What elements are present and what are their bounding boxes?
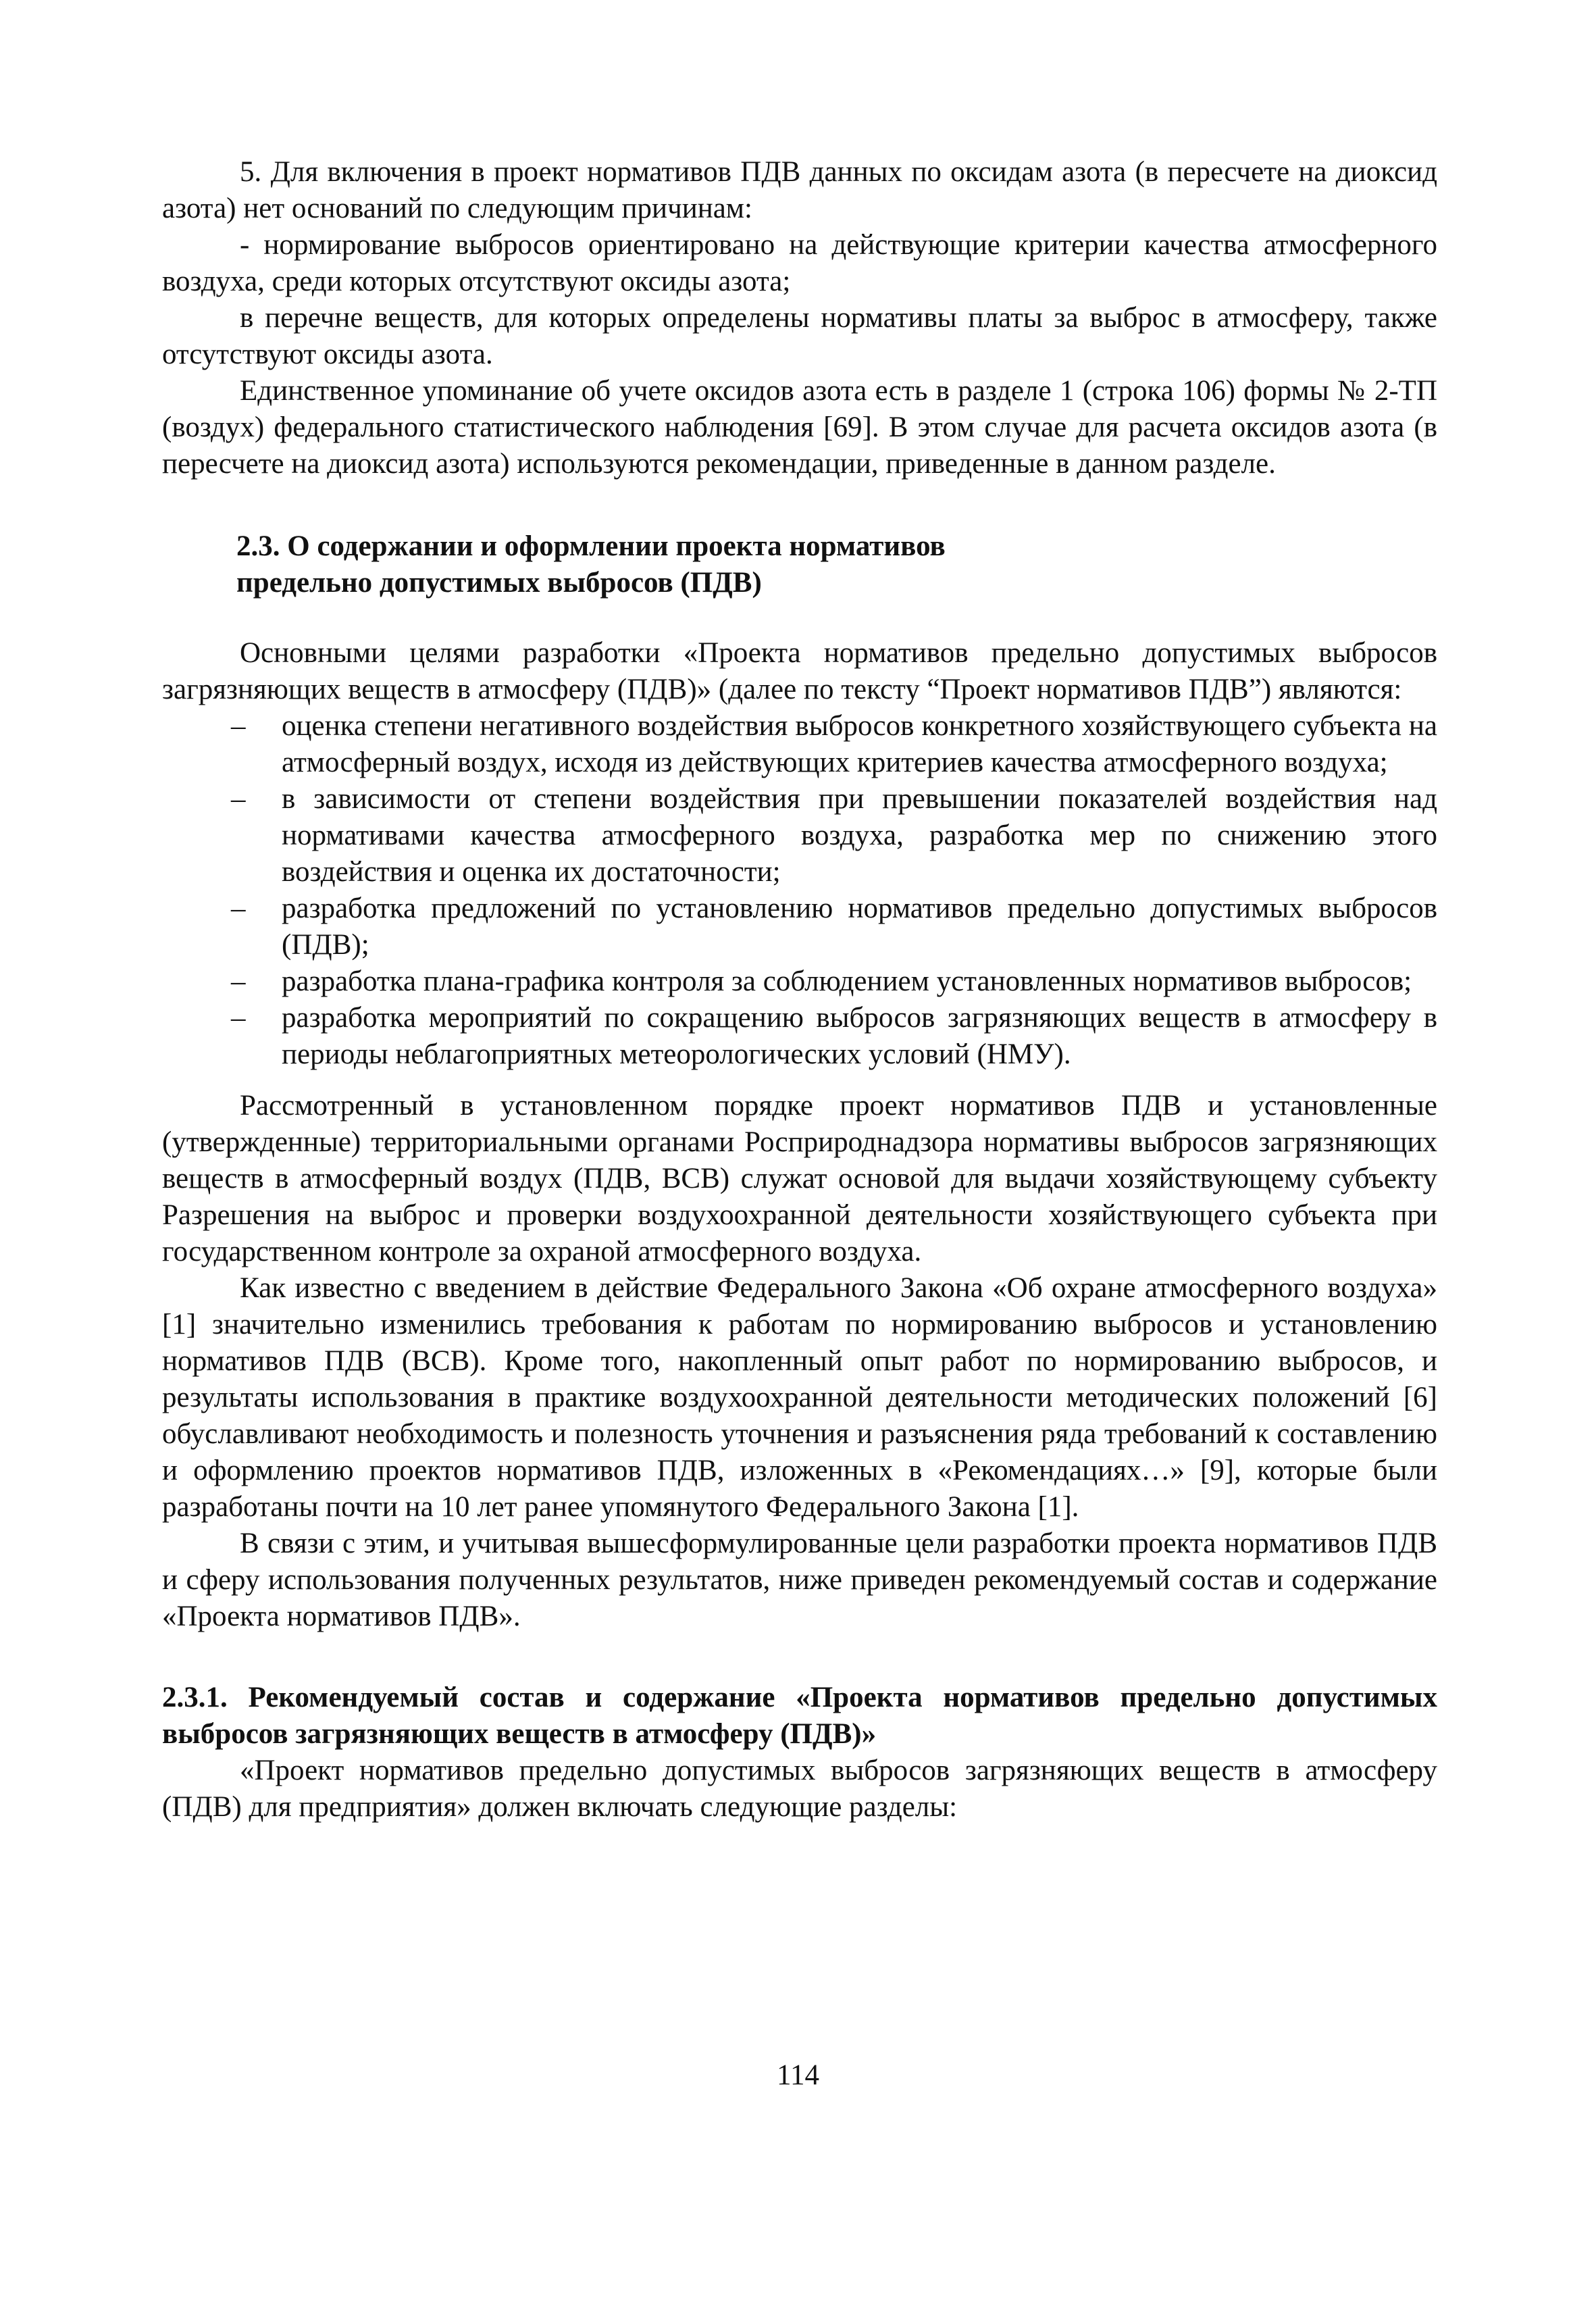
goals-list-item — [162, 781, 1437, 890]
paragraph-recommended-structure: В связи с этим, и учитывая вышесформулированные цели разработки проекта нормативов ПДВ и сферу использования полученных результатов, ниже приведен рекомендуемый состав и содержание «Проекта нормативов ПДВ». — [162, 1528, 1437, 1632]
section-heading-2-3-line2: предельно допустимых выбросов (ПДВ) — [236, 567, 762, 599]
goals-list-item-text: разработка плана-графика контроля за соблюдением установленных нормативов выбросов; — [282, 965, 1412, 997]
dash-marker: – — [231, 1002, 246, 1034]
paragraph-federal-law: Как известно с введением в действие Федерального Закона «Об охране атмосферного воздуха» [1] значительно изменились требования к работам по нормированию выбросов и установлению нормативов ПДВ (ВСВ). Кроме того, накопленный опыт работ по нормированию выбросов, и результаты использования в практике воздухоохранной деятельности методических положений [6] обуславливают необходимость и полезность уточнения и разъяснения ряда требований к составлению и оформлению проектов нормативов ПДВ, изложенных в «Рекомендациях…» [9], которые были разработаны почти на 10 лет ранее упомянутого Федерального Закона [1]. — [162, 1272, 1437, 1523]
goals-list-item-text: разработка мероприятий по сокращению выбросов загрязняющих веществ в атмосферу в периоды неблагоприятных метеорологических условий (НМУ). — [282, 1002, 1437, 1070]
paragraph-project-basis: Рассмотренный в установленном порядке проект нормативов ПДВ и установленные (утвержденные) территориальными органами Росприроднадзора нормативы выбросов загрязняющих веществ в атмосферный воздух (ПДВ, ВСВ) служат основой для выдачи хозяйствующему субъекту Разрешения на выброс и проверки воздухоохранной деятельности хозяйствующего субъекта при государственном контроле за охраной атмосферного воздуха. — [162, 1090, 1437, 1267]
section-heading-2-3 — [162, 528, 1437, 601]
dash-marker: – — [231, 965, 246, 997]
document-page — [162, 154, 1437, 1826]
goals-list-item-text: в зависимости от степени воздействия при превышении показателей воздействия над нормативами качества атмосферного воздуха, разработка мер по снижению этого воздействия и оценка их достаточности; — [282, 783, 1437, 888]
goals-list-item-text: разработка предложений по установлению нормативов предельно допустимых выбросов (ПДВ); — [282, 892, 1437, 961]
section-heading-2-3-line1: 2.3. О содержании и оформлении проекта нормативов — [236, 530, 946, 562]
dash-marker: – — [231, 892, 246, 924]
dash-marker: – — [231, 783, 246, 815]
goals-list-item-text: оценка степени негативного воздействия выбросов конкретного хозяйствующего субъекта на атмосферный воздух, исходя из действующих критериев качества атмосферного воздуха; — [282, 710, 1437, 778]
page-number: 114 — [777, 2059, 819, 2091]
goals-list-item — [162, 890, 1437, 963]
section-heading-2-3-1: 2.3.1. Рекомендуемый состав и содержание «Проекта нормативов предельно допустимых выбросов загрязняющих веществ в атмосферу (ПДВ)» — [162, 1682, 1437, 1750]
paragraph-nox-reason-1: - нормирование выбросов ориентировано на действующие критерии качества атмосферного воздуха, среди которых отсутствуют оксиды азота; — [162, 229, 1437, 297]
paragraph-goals-intro: Основными целями разработки «Проекта нормативов предельно допустимых выбросов загрязняющих веществ в атмосферу (ПДВ)» (далее по тексту “Проект нормативов ПДВ”) являются: — [162, 637, 1437, 705]
dash-marker: – — [231, 710, 246, 742]
goals-list-item — [162, 963, 1437, 1000]
goals-list — [162, 708, 1437, 1073]
paragraph-nox-mention: Единственное упоминание об учете оксидов азота есть в разделе 1 (строка 106) формы № 2-ТП (воздух) федерального статистического наблюдения [69]. В этом случае для расчета оксидов азота (в пересчете на диоксид азота) используются рекомендации, приведенные в данном разделе. — [162, 375, 1437, 480]
goals-list-item — [162, 708, 1437, 781]
paragraph-nox-intro: 5. Для включения в проект нормативов ПДВ данных по оксидам азота (в пересчете на диоксид азота) нет оснований по следующим причинам: — [162, 156, 1437, 224]
goals-list-item — [162, 1000, 1437, 1073]
paragraph-nox-reason-2: в перечне веществ, для которых определены нормативы платы за выброс в атмосферу, также отсутствуют оксиды азота. — [162, 302, 1437, 370]
paragraph-project-sections: «Проект нормативов предельно допустимых выбросов загрязняющих веществ в атмосферу (ПДВ) для предприятия» должен включать следующие разделы: — [162, 1755, 1437, 1823]
